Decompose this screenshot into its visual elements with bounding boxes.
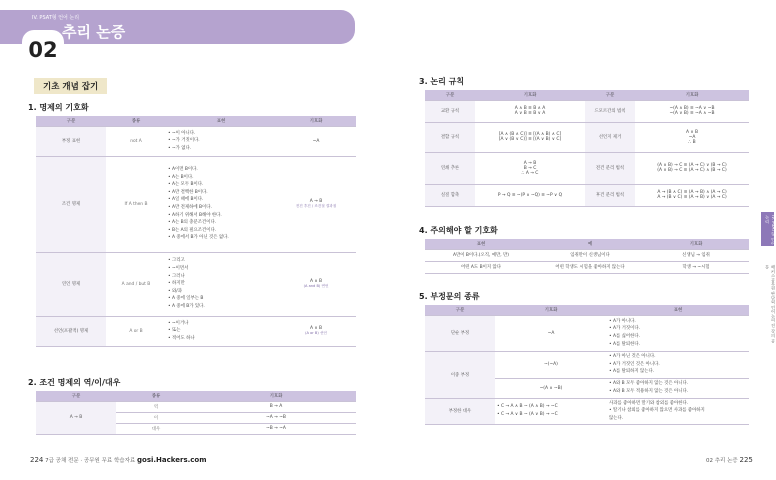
col-header: 종류 (106, 116, 166, 126)
col-header: 기호화 (475, 90, 585, 100)
row-kind: 대우 (116, 423, 196, 434)
footer-left (30, 456, 207, 464)
rule-formula: B → C (523, 165, 537, 171)
chapter-title: 추리 논증 (62, 23, 126, 41)
row-kind: 이 (116, 412, 196, 423)
section-2-title: 2. 조건 명제의 역/이/대우 (28, 378, 121, 387)
table-row (425, 122, 749, 152)
caution-symbol: 신생님 → 임취 (643, 249, 749, 261)
negation-item: • A가 아니다. (609, 318, 636, 324)
col-header: 표현 (607, 305, 749, 315)
rule-name: 후건 분리 법칙 (585, 184, 635, 206)
col-header: 기호화 (643, 239, 749, 249)
table-row (36, 156, 356, 252)
col-header: 구분 (36, 116, 106, 126)
row-symbol: B → A (196, 401, 356, 412)
page-number-left: 224 (30, 456, 44, 464)
col-header: 기호화 (635, 90, 749, 100)
row-kind: If A then B (106, 156, 166, 252)
row-symbol: A ∨ B (309, 326, 323, 331)
rule-name: 연쇄 추론 (425, 152, 475, 184)
table-cautions (425, 239, 749, 274)
caution-example: 어떤 학생도 시험을 좋아하지 않는다 (537, 261, 643, 273)
negation-item: • A와 B 모두 좋아하지 않는 것은 아니다. (609, 381, 689, 387)
side-tab (761, 212, 774, 246)
concept-label: 기초 개념 잡기 (34, 78, 107, 94)
rule-formula: ~A (688, 134, 696, 140)
negation-item: • A가 거짓인 것은 아니다. (609, 361, 660, 367)
row-category: 부정 표현 (36, 126, 106, 156)
caution-expression: A만이 B이다.(오직, 예만, 만) (425, 249, 537, 261)
table-row (36, 126, 356, 156)
expression-item: • ~이 아니다. (168, 130, 196, 136)
chapter-part-label: IV. PSAT형 언어 논리 (32, 15, 80, 21)
col-header: 예 (537, 239, 643, 249)
negation-item: • A가 거짓이다. (609, 326, 640, 332)
table-row (425, 100, 749, 122)
negation-item: 사과를 좋아하면 딸기와 참외를 좋아한다. (609, 400, 689, 406)
rule-name: 실질 함축 (425, 184, 475, 206)
row-kind: not A (106, 126, 166, 156)
col-header: 기호화 (495, 305, 607, 315)
expression-item: • 와/과 (168, 288, 182, 294)
row-kind: 역 (116, 401, 196, 412)
expression-item: • 또는 (168, 328, 181, 334)
expression-item: • A일 때에 B이다. (168, 197, 204, 203)
rule-name: 교환 규칙 (425, 100, 475, 122)
negation-type: 이중 부정 (425, 351, 495, 398)
table-row (425, 152, 749, 184)
rule-formula: A ∨ B ≡ B ∨ A (514, 111, 546, 116)
negation-item: • A와 B 모두 적용하지 않는 것은 아니다. (609, 389, 689, 394)
negation-item: • A를 싫어한다. (609, 334, 640, 339)
negation-type: 단순 부정 (425, 315, 495, 351)
table-converse-inverse (36, 391, 356, 435)
symbol-note: 전건 후건 / 조건절 결과절 (295, 204, 337, 208)
col-header: 구분 (36, 391, 116, 401)
row-symbol: A → B (309, 199, 323, 204)
expression-item: • A이면 B이다. (168, 167, 198, 173)
col-header: 구분 (425, 305, 495, 315)
row-category: A → B (36, 401, 116, 434)
rule-formula: (A ∧ B) → C ≡ (A → C) ∨ (B → C) (657, 163, 727, 168)
table-row (425, 398, 749, 424)
expression-item: • A만 전제하에 B이다. (168, 205, 212, 210)
rule-formula: P → Q ≡ ~(P ∧ ~Q) ≡ ~P ∨ Q (497, 192, 563, 198)
rule-formula: A → (B ∨ C) ≡ (A → B) ∨ (A → C) (657, 195, 727, 200)
side-tab-label: IV. PSAT형 언어 논리 (765, 215, 776, 246)
negation-item: 않는다. (609, 415, 624, 421)
expression-item: • A하기 위해서 B해야 한다. (168, 212, 222, 218)
col-header: 표현 (166, 116, 276, 126)
col-header: 기호화 (196, 391, 356, 401)
rule-formula: A ∨ B (685, 129, 699, 135)
expression-item: • ~이면서 (168, 266, 189, 272)
rule-formula: [A ∧ (B ∧ C)] ≡ [(A ∧ B) ∧ C] (498, 132, 562, 137)
caution-expression: 어떤 A도 B이지 않다 (425, 261, 537, 273)
negation-item: • A가 아닌 것은 아니다. (609, 354, 656, 360)
table-row (36, 316, 356, 346)
rule-formula: A ∧ B ≡ B ∧ A (514, 106, 546, 111)
expression-item: • A 중에서 B가 아닌 것은 없다. (168, 235, 229, 241)
col-header: 종류 (116, 391, 196, 401)
rule-name: 선언지 제거 (585, 122, 635, 152)
row-symbol: ~A (276, 126, 356, 156)
expression-item: • 적어도 하나 (168, 335, 195, 341)
rule-formula: ~(A ∨ B) ≡ ~A ∧ ~B (669, 111, 715, 116)
rule-formula: ∴ B (688, 139, 696, 145)
col-header: 구분 (585, 90, 635, 100)
section-1-title: 1. 명제의 기호화 (28, 103, 89, 112)
table-row (425, 184, 749, 206)
rule-name: 전건 분리 법칙 (585, 152, 635, 184)
page-number-right: 225 (739, 456, 753, 464)
rule-name: 드모르간의 법칙 (585, 100, 635, 122)
rule-formula: (A ∨ B) → C ≡ (A → C) ∧ (B → C) (657, 168, 727, 173)
footer-right-text: 02 추리 논증 (706, 458, 738, 464)
rule-formula: ~(A ∧ B) ≡ ~A ∨ ~B (669, 106, 715, 111)
expression-item: • A 중에 일부는 B (168, 296, 204, 302)
table-row (425, 315, 749, 351)
expression-item: • A만 결백한 B이다. (168, 189, 208, 195)
footer-site: gosi.Hackers.com (137, 456, 207, 464)
table-row (425, 261, 749, 273)
side-tab-secondary (761, 262, 774, 344)
negation-item: • A를 탈퇴한다. (609, 341, 640, 347)
rule-name: 결합 규칙 (425, 122, 475, 152)
negation-item: • 딸기나 참외를 좋아하지 않으면 사과를 좋아하지 (609, 408, 705, 414)
expression-item: • ~이거나 (168, 320, 189, 326)
table-negations (425, 305, 749, 425)
col-header: 기호화 (276, 116, 356, 126)
expression-item: • A 중에 B가 있다. (168, 303, 205, 309)
footer-right (706, 456, 753, 464)
caution-example: 임취만이 신생님이다 (537, 249, 643, 261)
table-row (36, 401, 356, 412)
negation-formula: • C → A ∨ B ~ (A ∨ B) → ~C (497, 412, 558, 417)
table-row (36, 252, 356, 316)
row-category: 선언(포괄적) 명제 (36, 316, 106, 346)
section-4-title: 4. 주의해야 할 기호화 (419, 226, 498, 235)
rule-formula: ∴ A → C (521, 170, 539, 176)
footer-left-text: 7급 공채 전문 · 공무원 무료 학습자료 (45, 458, 136, 464)
expression-item: • A는 모두 B이다. (168, 182, 204, 188)
side-tab-secondary-label: 해커스공무원 판단력 언어논리 전 강의 공통 (765, 265, 776, 343)
negation-formula: • C → A ∧ B ~ (A ∧ B) → ~C (497, 404, 558, 410)
col-header: 구분 (425, 90, 475, 100)
row-category: 연언 명제 (36, 252, 106, 316)
table-logic-rules (425, 90, 749, 207)
negation-symbol: ~A (495, 315, 607, 351)
chapter-number: 02 (24, 32, 62, 68)
caution-symbol: 학생 → ~시험 (643, 261, 749, 273)
rule-formula: A → (B ∧ C) ≡ (A → B) ∧ (A → C) (657, 190, 727, 195)
symbol-note: (A or B) 선언 (305, 331, 327, 335)
col-header: 표현 (425, 239, 537, 249)
table-proposition-symbols (36, 116, 356, 347)
expression-item: • 그러나 (168, 273, 185, 279)
table-row (425, 351, 749, 378)
expression-item: • 하지만 (168, 281, 185, 287)
negation-type: 부정한 대우 (425, 398, 495, 424)
symbol-note: (A and B) 연언 (303, 284, 329, 288)
table-row (425, 249, 749, 261)
section-5-title: 5. 부정문의 종류 (419, 292, 480, 301)
negation-symbol: ~(~A) (495, 351, 607, 378)
expression-item: • ~가 없다. (168, 145, 192, 151)
row-symbol: A ∧ B (309, 279, 323, 284)
expression-item: • A는 B이다. (168, 174, 194, 180)
row-symbol: ~B → ~A (196, 423, 356, 434)
row-kind: A or B (106, 316, 166, 346)
row-kind: A and / but B (106, 252, 166, 316)
row-symbol: ~A → ~B (196, 412, 356, 423)
rule-formula: A → B (523, 160, 537, 166)
rule-formula: [A ∨ (B ∨ C)] ≡ [(A ∨ B) ∨ C] (498, 137, 562, 142)
expression-item: • ~가 거짓이다. (168, 138, 200, 144)
row-category: 조건 명제 (36, 156, 106, 252)
negation-item: • A를 탈퇴하지 않는다. (609, 369, 655, 375)
expression-item: • 그리고 (168, 258, 185, 264)
section-3-title: 3. 논리 규칙 (419, 77, 465, 86)
negation-symbol: ~(A ∧ ~B) (495, 378, 607, 398)
expression-item: • A는 B의 충분조건이다. (168, 220, 217, 226)
expression-item: • B는 A의 필요조건이다. (168, 227, 217, 233)
